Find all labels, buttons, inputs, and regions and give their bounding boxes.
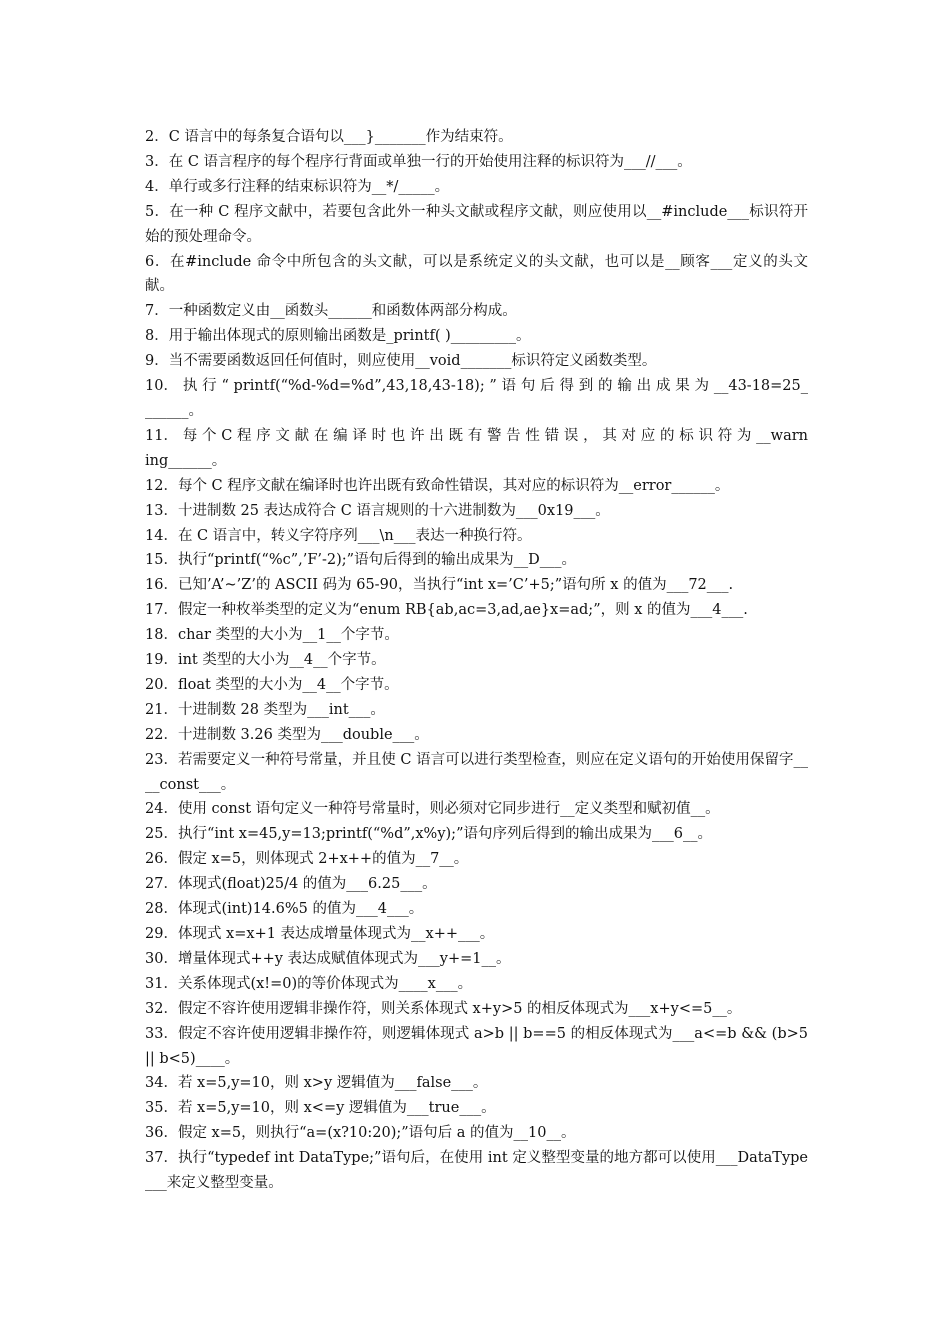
question-7: 7．一种函数定义由__函数头______和函数体两部分构成。: [145, 303, 517, 320]
question-15: 15．执行“printf(“%c”,’F’-2);”语句后得到的输出成果为__D___。: [145, 552, 576, 569]
question-8: 8．用于输出体现式的原则输出函数是_printf( )_________。: [145, 328, 531, 345]
question-12: 12．每个 C 程序文献在编译时也许出既有致命性错误，其对应的标识符为__error______。: [145, 477, 730, 494]
question-10: 10． 执 行 “ printf(“%d-%d=%d”,43,18,43-18); ” 语 句 后 得 到 的 输 出 成 果 为 __43-18=25_______。: [145, 378, 808, 419]
question-4: 4．单行或多行注释的结束标识符为__*/_____。: [145, 178, 450, 195]
question-23: 23．若需要定义一种符号常量，并且使 C 语言可以进行类型检查，则应在定义语句的开始使用保留字____const___。: [145, 751, 808, 793]
question-2: 2．C 语言中的每条复合语句以___}_______作为结束符。: [145, 129, 513, 145]
question-28: 28．体现式(int)14.6%5 的值为___4___。: [145, 901, 424, 918]
question-19: 19．int 类型的大小为__4__个字节。: [145, 652, 386, 669]
question-35: 35．若 x=5,y=10，则 x<=y 逻辑值为___true___。: [145, 1100, 496, 1117]
question-24: 24．使用 const 语句定义一种符号常量时，则必须对它同步进行__定义类型和赋初值__。: [145, 801, 720, 818]
question-17: 17．假定一种枚举类型的定义为“enum RB{ab,ac=3,ad,ae}x=ad;”，则 x 的值为___4___.: [145, 602, 748, 619]
question-22: 22．十进制数 3.26 类型为___double___。: [145, 726, 429, 743]
question-34: 34．若 x=5,y=10，则 x>y 逻辑值为___false___。: [145, 1075, 488, 1092]
question-29: 29．体现式 x=x+1 表达成增量体现式为__x++___。: [145, 926, 495, 942]
question-13: 13．十进制数 25 表达成符合 C 语言规则的十六进制数为___0x19___。: [145, 502, 610, 519]
question-32: 32．假定不容许使用逻辑非操作符，则关系体现式 x+y>5 的相反体现式为___x+y<=5__。: [145, 1000, 742, 1017]
question-16: 16．已知’A’~’Z’的 ASCII 码为 65-90，当执行“int x=’C’+5;”语句所 x 的值为___72___.: [145, 577, 734, 594]
question-11: 11． 每 个 C 程 序 文 献 在 编 译 时 也 许 出 既 有 警 告 性 错 误 ， 其 对 应 的 标 识 符 为 __warning______。: [145, 427, 808, 469]
question-6: 6．在#include 命令中所包含的头文献，可以是系统定义的头文献，也可以是__顾客___定义的头文献。: [145, 253, 808, 295]
question-33: 33．假定不容许使用逻辑非操作符，则逻辑体现式 a>b || b==5 的相反体现式为___a<=b && (b>5 || b<5)____。: [145, 1025, 808, 1067]
question-26: 26．假定 x=5，则体现式 2+x++的值为__7__。: [145, 851, 469, 868]
question-36: 36．假定 x=5，则执行“a=(x?10:20);”语句后 a 的值为__10__。: [145, 1125, 576, 1142]
question-27: 27．体现式(float)25/4 的值为___6.25___。: [145, 876, 437, 893]
question-20: 20．float 类型的大小为__4__个字节。: [145, 676, 399, 693]
question-3: 3．在 C 语言程序的每个程序行背面或单独一行的开始使用注释的标识符为___//___。: [145, 153, 692, 170]
question-14: 14．在 C 语言中，转义字符序列___\n___表达一种换行符。: [145, 527, 532, 544]
question-37: 37．执行“typedef int DataType;”语句后，在使用 int 定义整型变量的地方都可以使用___DataType___来定义整型变量。: [145, 1150, 808, 1192]
question-21: 21．十进制数 28 类型为___int___。: [145, 701, 385, 718]
question-25: 25．执行“int x=45,y=13;printf(“%d”,x%y);”语句序列后得到的输出成果为___6__。: [145, 826, 712, 843]
question-list: [145, 125, 808, 1196]
question-30: 30．增量体现式++y 表达成赋值体现式为___y+=1__。: [145, 950, 511, 967]
question-9: 9．当不需要函数返回任何值时，则应使用__void_______标识符定义函数类型。: [145, 353, 657, 370]
question-31: 31．关系体现式(x!=0)的等价体现式为____x___。: [145, 975, 473, 992]
question-5: 5．在一种 C 程序文献中，若要包含此外一种头文献或程序文献，则应使用以__#include___标识符开始的预处理命令。: [145, 203, 808, 245]
question-18: 18．char 类型的大小为__1__个字节。: [145, 627, 399, 644]
